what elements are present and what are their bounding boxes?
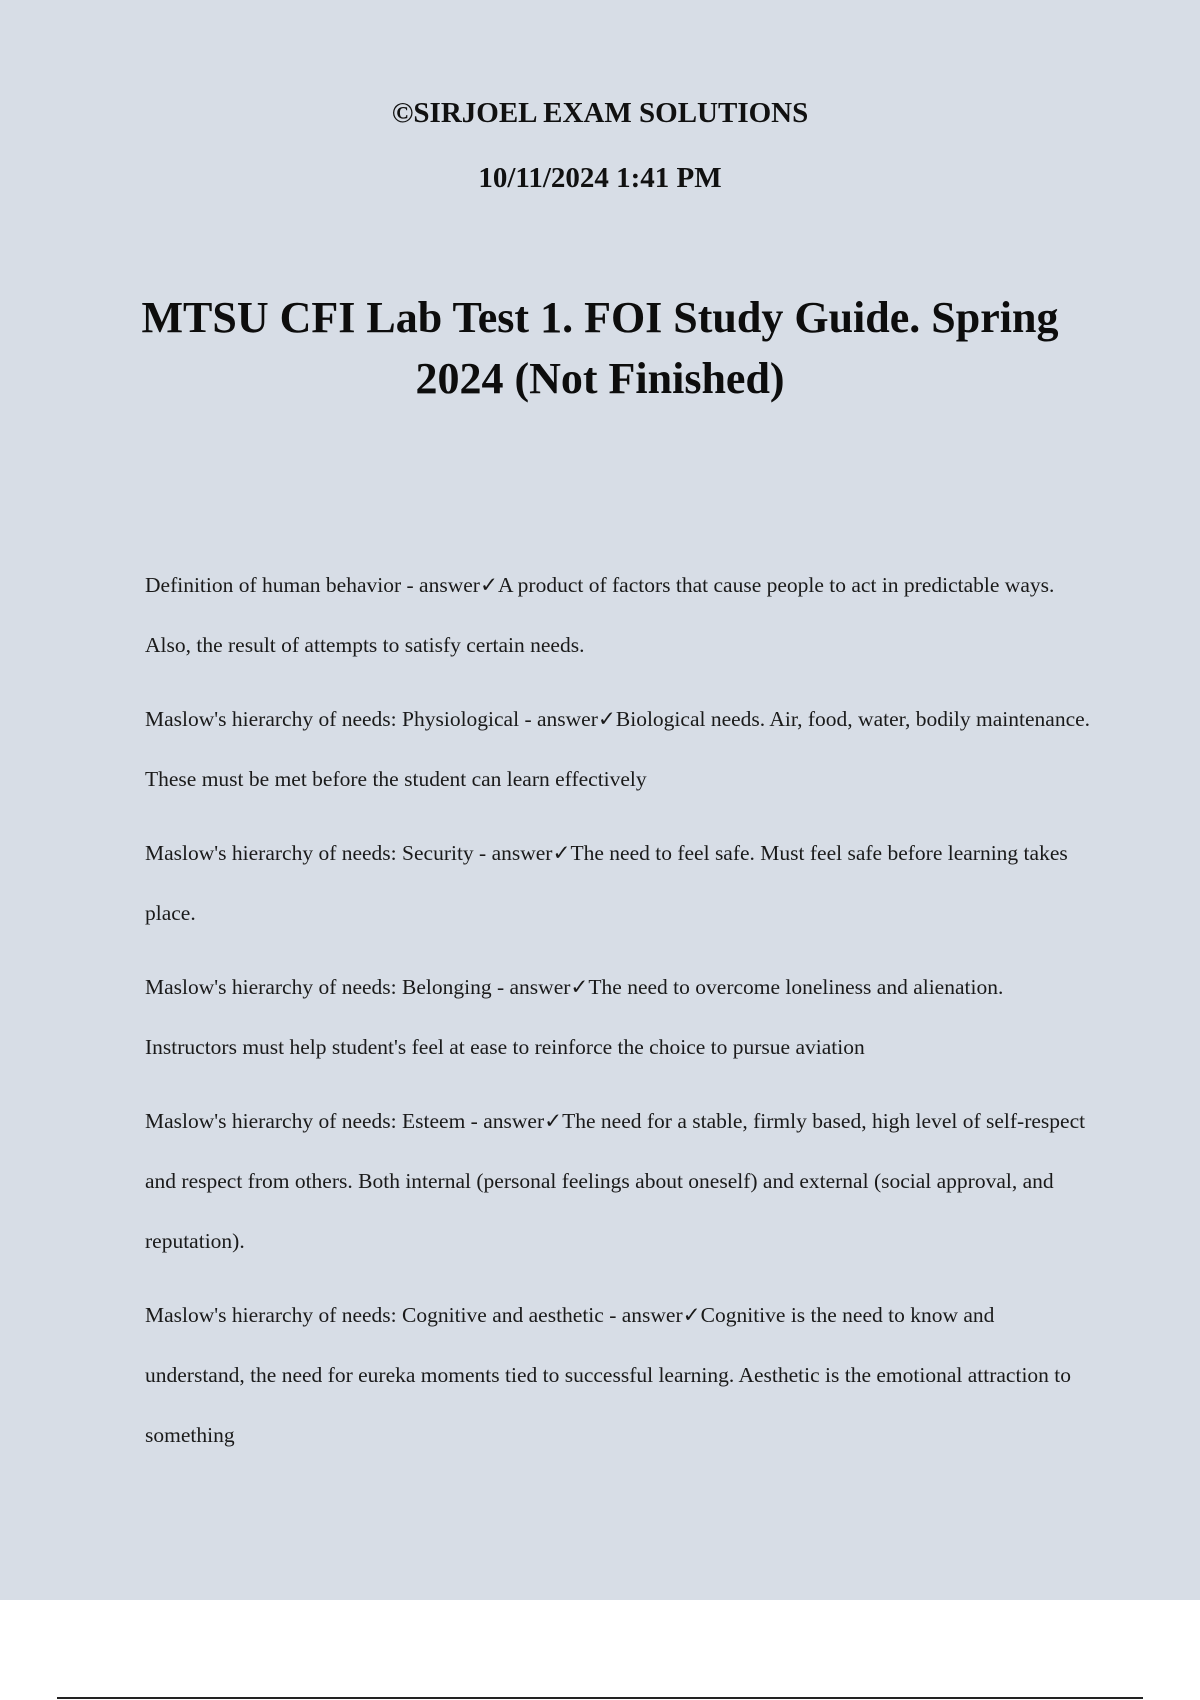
footer-divider <box>57 1697 1143 1699</box>
entry-human-behavior: Definition of human behavior - answer✓A product of factors that cause people to act in predictable ways. Also, the result of attempts to satisfy certain needs. <box>145 573 1055 657</box>
entry-belonging: Maslow's hierarchy of needs: Belonging - answer✓The need to overcome loneliness and alienation. Instructors must help student's feel at ease to reinforce the choice to pursue aviation <box>145 975 1004 1059</box>
header-company: ©SIRJOEL EXAM SOLUTIONS <box>391 97 809 129</box>
entry-list <box>145 555 1095 1479</box>
entry-physiological: Maslow's hierarchy of needs: Physiological - answer✓Biological needs. Air, food, water, bodily maintenance. These must be met before the student can learn effectively <box>145 707 1091 791</box>
entry-cognitive-aesthetic: Maslow's hierarchy of needs: Cognitive and aesthetic - answer✓Cognitive is the need to know and understand, the need for eureka moments tied to successful learning. Aesthetic is the emotional attraction to something <box>145 1303 1072 1447</box>
document-title: MTSU CFI Lab Test 1. FOI Study Guide. Spring 2024 (Not Finished) <box>141 293 1059 403</box>
entry-security: Maslow's hierarchy of needs: Security - answer✓The need to feel safe. Must feel safe before learning takes place. <box>145 841 1068 925</box>
header-datetime: 10/11/2024 1:41 PM <box>478 162 722 194</box>
entry-esteem: Maslow's hierarchy of needs: Esteem - answer✓The need for a stable, firmly based, high level of self-respect and respect from others. Both internal (personal feelings about oneself) and external (social approval, and reputation). <box>145 1109 1086 1253</box>
